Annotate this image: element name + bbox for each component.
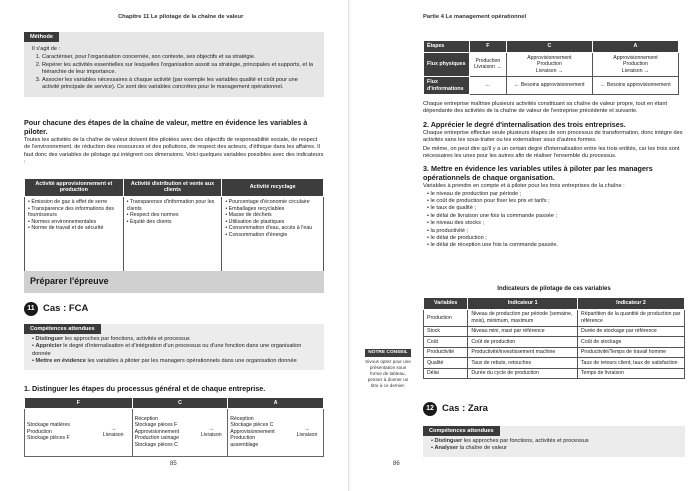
table-cell: [95, 408, 132, 456]
case-title: Cas : Zara: [442, 402, 488, 414]
table-header: F: [469, 41, 506, 53]
table-cell: Délai: [424, 368, 468, 379]
process-step: Réception: [230, 415, 254, 422]
case-number: 11: [24, 302, 38, 316]
competence-verb: Apprécier: [35, 343, 62, 350]
table-header: Activité recyclage: [222, 179, 324, 197]
table-header: Activité approvisionnement et production: [25, 179, 124, 197]
preparer-epreuve-banner: [24, 271, 324, 293]
arrow-icon: →: [304, 425, 310, 432]
table-cell: Productivité/investissement machine: [468, 347, 578, 358]
process-table-wrap: [24, 397, 324, 457]
case-heading: [423, 402, 488, 416]
list-item: [32, 358, 316, 365]
competence-verb: Distinguer: [434, 438, 463, 444]
table-cell: [469, 52, 506, 77]
indicators-table-wrap: [423, 297, 685, 379]
process-step: Production: [27, 428, 52, 435]
list-item: • le taux de qualité ;: [427, 205, 685, 212]
competence-verb: Distinguer: [35, 336, 64, 342]
flux-step-row: [472, 64, 504, 71]
table-cell: [132, 408, 195, 456]
list-item: • Transparence des informations des fournisseurs: [28, 206, 120, 219]
case-heading: [24, 302, 88, 316]
table-cell: Stock: [424, 326, 468, 337]
table-cell: Répartition de la quantité de production par référence: [577, 309, 684, 326]
competence-verb: Analyser: [434, 445, 459, 452]
list-item: • la productivité ;: [427, 228, 685, 235]
running-head: Chapitre 11 Le pilotage de la chaîne de valeur: [118, 14, 244, 20]
competence-verb: Mettre en évidence: [35, 358, 86, 365]
flux-step-row: [509, 68, 590, 75]
arrow-left-icon: ←: [514, 82, 521, 89]
table-row: [424, 309, 685, 326]
list-item: • le délai de production ;: [427, 235, 685, 242]
process-step: Stockage pièces C: [134, 441, 178, 448]
table-cell: Productivité/Temps de travail homme: [577, 347, 684, 358]
table-cell: [195, 408, 228, 456]
question-heading: 3. Mettre en évidence les variables utiles à piloter par les managers opérationnels de chaque organisation.: [423, 164, 653, 183]
indicators-table: [423, 297, 685, 379]
list-item: • Consommation d'énergie: [225, 232, 320, 239]
list-item: • Pourcentage d'économie circulaire: [225, 199, 320, 206]
table-header: C: [506, 41, 592, 53]
table-cell: [228, 408, 291, 456]
list-item: [32, 336, 316, 343]
competences-box: [24, 324, 324, 370]
process-table: [24, 397, 324, 457]
answers-block: [423, 100, 685, 250]
list-item: [431, 438, 677, 445]
indicators-title-wrap: [423, 286, 685, 294]
question-heading: 2. Apprécier le degré d'internalisation des trois entreprises.: [423, 119, 626, 129]
flux-step: Livraison: [535, 67, 557, 74]
list-item: • le niveau des stocks ;: [427, 220, 685, 227]
arrow-left-icon: ←: [600, 82, 607, 89]
list-item: • Normes environnementales: [28, 219, 120, 226]
flux-step: Production: [623, 61, 648, 68]
process-step: Stockage pièces F: [134, 422, 178, 429]
arrow-icon: →: [110, 425, 116, 432]
notre-conseil-box: [365, 349, 411, 389]
arrow-right-icon: →: [557, 67, 564, 74]
table-header: Variables: [424, 298, 468, 310]
list-item: • Emballages recyclables: [225, 206, 320, 213]
competence-text: le degré d'internalisation et d'intégration d'un processus ou d'une fonction dans une organisation donnée: [32, 343, 302, 357]
arrow-right-icon: →: [496, 64, 502, 71]
list-item: [32, 343, 316, 358]
list-item: • Utilisation de plastiques: [225, 219, 320, 226]
table-header: C: [132, 398, 228, 409]
table-cell: Coût: [424, 337, 468, 348]
table-cell: Temps de livraison: [577, 368, 684, 379]
section-heading: Pour chacune des étapes de la chaîne de valeur, mettre en évidence les variables à piloter.: [24, 118, 308, 136]
process-step: Stockage matières: [27, 422, 70, 429]
list-item: • Émission de gaz à effet de serre: [28, 199, 120, 206]
page-number: 86: [393, 461, 400, 468]
flux-step: Production: [536, 61, 562, 68]
methode-steps: [32, 54, 316, 92]
competence-text: les variables à piloter par les managers opérationnels dans une organisation donnée: [85, 358, 297, 365]
flux-table-wrap: [423, 40, 679, 95]
flux-step: Livraison: [474, 64, 495, 71]
flux-info: Besoins approvisionnement: [520, 82, 585, 89]
section-paragraph: Toutes les activités de la chaîne de valeur doivent être pilotées avec des objectifs de responsabilité sociale, de respect de l'environnement, de réduction des ressources et des pollutions, de respect des acteurs, d'éthique dans les affaires. Il faut donc des variables de pilotage qui intègrent ces dimensions. Voici quelques variables possibles avec des indicateurs :: [24, 137, 324, 166]
row-header: Flux d'informations: [424, 77, 470, 95]
competence-text: la chaîne de valeur: [458, 445, 507, 452]
process-step: Production usinage: [134, 435, 180, 442]
competences-list: [431, 438, 677, 453]
table-row: [424, 337, 685, 348]
list-item: • le délai de réception une fois la commande passée.: [427, 242, 685, 249]
list-item: • le coût de production pour fixer les prix et tarifs ;: [427, 198, 685, 205]
flux-step: Approvisionnement: [527, 54, 572, 61]
activities-table-wrap: [24, 178, 324, 285]
list-item: • Équité des clients: [127, 219, 219, 226]
left-page: [0, 0, 349, 491]
table-cell: Coût de stockage: [577, 337, 684, 348]
table-cell: Qualité: [424, 358, 468, 369]
competences-tag: Compétences attendues: [423, 426, 500, 436]
table-row: [424, 368, 685, 379]
methode-box: [24, 32, 324, 97]
question-heading: 1. Distinguer les étapes du processus général et de chaque entreprise.: [24, 384, 266, 393]
flux-step: Approvisionnement: [613, 54, 658, 61]
indicators-title: Indicateurs de pilotage de ces variables: [497, 286, 611, 292]
paragraph: Chaque entreprise effectue seule plusieurs étapes de son processus de transformation, donc intègre des activités sans les sous-traiter ou les externaliser sous d'autres formes.: [423, 129, 683, 144]
process-step: Approvisionnement: [134, 428, 180, 435]
list-item: • Masse de déchets: [225, 212, 320, 219]
table-cell: Production: [424, 309, 468, 326]
table-cell: Taux de retours client, taux de satisfaction: [577, 358, 684, 369]
activities-table: [24, 178, 324, 285]
competence-text: les approches par fonctions, activités et processus: [462, 438, 589, 444]
table-row: [424, 358, 685, 369]
methode-step: 3. Associer les variables nécessaires à chaque activité (par exemple les variables qualité et coût pour une activité principale de service). Ce sont des variables concrètes pour le management opérationnel.: [42, 77, 316, 92]
arrow-label: Livraison: [296, 432, 318, 438]
table-cell: [506, 77, 592, 95]
table-cell: [506, 52, 592, 77]
table-row: [424, 326, 685, 337]
arrow-label: Livraison: [102, 432, 124, 438]
list-item: [431, 445, 677, 452]
table-cell: [25, 408, 95, 456]
table-header: Indicateur 1: [468, 298, 578, 310]
competences-list: [32, 336, 316, 366]
list-item: • le délai de livraison une fois la commande passée ;: [427, 213, 685, 220]
table-cell: [592, 52, 678, 77]
table-header: A: [228, 398, 324, 409]
process-step: Réception: [134, 415, 158, 422]
arrow-label: Livraison: [200, 432, 222, 438]
flux-step-row: [595, 68, 676, 75]
table-cell: Durée de stockage par référence: [577, 326, 684, 337]
methode-tag: Méthode: [24, 32, 59, 42]
section-variables: [24, 118, 324, 167]
notre-conseil-title: NOTRE CONSEIL: [365, 349, 411, 357]
variables-list: [423, 191, 685, 250]
page-number: 85: [170, 461, 177, 468]
arrow-icon: →: [208, 425, 214, 432]
table-cell: Niveau de production par période (semaine, mois), minimum, maximum: [468, 309, 578, 326]
table-cell: Niveau mini, maxi par référence: [468, 326, 578, 337]
table-cell: [291, 408, 324, 456]
process-step: assemblage: [230, 441, 259, 448]
notre-conseil-text: Sivous optez pour une présentation sous forme de tableau, pensez à donner un titre à ce dernier.: [365, 359, 411, 389]
competence-text: les approches par fonctions, activités et processus: [63, 336, 190, 342]
list-item: • Transparence d'information pour les clients: [127, 199, 219, 212]
table-cell: Productivité: [424, 347, 468, 358]
table-cell: Taux de rebuts, retouches: [468, 358, 578, 369]
list-item: • Consommation d'eau, accès à l'eau: [225, 225, 320, 232]
list-item: • Norme de travail et de sécurité: [28, 225, 120, 232]
flux-step: Production: [475, 57, 501, 64]
flux-step: Livraison: [621, 67, 643, 74]
methode-step: 2. Repérer les activités essentielles sur lesquelles l'organisation assoit sa stratégie, principales et supports, et la hiérarchie de leur importance.: [42, 62, 316, 77]
table-cell: [469, 77, 506, 95]
list-item: • le niveau de production par période ;: [427, 191, 685, 198]
flux-info: Besoins approvisionnement: [606, 82, 671, 89]
row-header: Flux physiques: [424, 52, 470, 77]
flux-table: [423, 40, 679, 95]
table-cell: [592, 77, 678, 95]
table-cell: Durée du cycle de production: [468, 368, 578, 379]
banner-title: Préparer l'épreuve: [30, 276, 109, 286]
methode-intro: Il s'agit de :: [32, 46, 61, 52]
list-item: • Respect des normes: [127, 212, 219, 219]
table-header: Activité distribution et vente aux clients: [123, 179, 222, 197]
competences-box: [423, 426, 685, 457]
arrow-left-icon: ←: [485, 82, 491, 89]
case-title: Cas : FCA: [43, 302, 89, 314]
table-header: Indicateur 2: [577, 298, 684, 310]
process-step: Stockage pièces F: [27, 435, 70, 442]
question-1: [24, 384, 324, 393]
paragraph: Chaque entreprise maîtrise plusieurs activités constituant sa chaîne de valeur propre, tout en étant dépendante des activités de la chaîne de valeur de l'entreprise précédente et suivante.: [423, 101, 668, 115]
row-header: Étapes: [424, 41, 470, 53]
table-cell: Coût de production: [468, 337, 578, 348]
competences-tag: Compétences attendues: [24, 324, 101, 334]
running-head: Partie 4 Le management opérationnel: [423, 14, 527, 20]
methode-step: 1. Caractériser, pour l'organisation concernée, son contexte, ses objectifs et sa stratégie.: [42, 54, 316, 61]
table-header: F: [25, 398, 133, 409]
paragraph: Variables à prendre en compte et à piloter pour les trois entreprises de la chaîne :: [423, 183, 625, 190]
process-step: Stockage pièces C: [230, 422, 274, 429]
table-header: A: [592, 41, 678, 53]
arrow-right-icon: →: [643, 67, 650, 74]
process-step: Approvisionnement: [230, 428, 275, 435]
right-page: [351, 0, 700, 491]
case-number: 12: [423, 402, 437, 416]
process-step: Production: [230, 435, 256, 442]
table-row: [424, 347, 685, 358]
paragraph: De même, on peut dire qu'il y a un certain degré d'internalisation entre les trois entités, car les trois sont nécessaires les unes pour les autres afin de réaliser l'ensemble du processus.: [423, 145, 680, 159]
